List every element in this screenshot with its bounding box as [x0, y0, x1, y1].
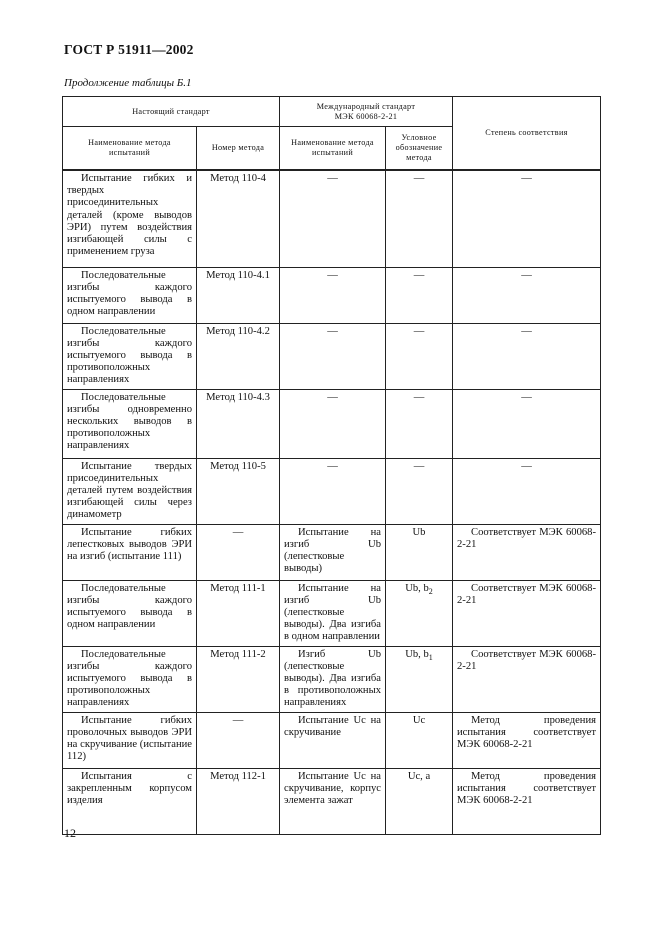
degree-of-conformity-cell: Соответствует МЭК 60068-2-21	[453, 524, 601, 580]
intl-method-name-cell: —	[280, 170, 386, 267]
designation-cell	[386, 458, 453, 524]
header-national-standard: Настоящий стандарт	[63, 97, 280, 127]
comparison-table	[62, 96, 601, 835]
header-method-number: Номер метода	[197, 127, 280, 171]
method-name-cell: Последовательные изгибы каждого испытуемого вывода в одном направлении	[63, 267, 197, 323]
degree-of-conformity-cell: —	[453, 458, 601, 524]
table-row	[63, 646, 601, 712]
designation-cell	[386, 170, 453, 267]
header-method-name: Наименование метода испытаний	[63, 127, 197, 171]
designation-cell	[386, 323, 453, 389]
designation-cell	[386, 267, 453, 323]
page-number: 12	[64, 826, 76, 840]
designation-text: Ub, b	[405, 582, 429, 594]
designation-text: —	[413, 173, 425, 184]
table-continuation-caption: Продолжение таблицы Б.1	[64, 77, 192, 89]
method-number-cell: —	[197, 712, 280, 768]
table-row	[63, 389, 601, 458]
designation-cell	[386, 580, 453, 646]
method-name-cell: Последовательные изгибы каждого испытуемого вывода в одном направлении	[63, 580, 197, 646]
method-name-cell: Испытание гибких лепестковых выводов ЭРИ на изгиб (испытание 111)	[63, 524, 197, 580]
intl-method-name-cell: —	[280, 323, 386, 389]
method-number-cell: Метод 110-4	[197, 170, 280, 267]
intl-method-name-cell: —	[280, 389, 386, 458]
header-international-line1: Международный стандарт	[316, 101, 416, 111]
method-number-cell: Метод 112-1	[197, 768, 280, 834]
designation-text: Ub, b	[405, 648, 429, 660]
method-name-cell: Последовательные изгибы каждого испытуемого вывода в противоположных направлениях	[63, 646, 197, 712]
method-number-cell: —	[197, 524, 280, 580]
designation-subscript: 1	[428, 652, 433, 662]
designation-cell	[386, 646, 453, 712]
designation-text: Uc	[412, 714, 426, 726]
degree-of-conformity-cell: —	[453, 323, 601, 389]
method-number-cell: Метод 110-5	[197, 458, 280, 524]
designation-text: —	[413, 460, 425, 472]
header-intl-designation: Условное обозначение метода	[386, 127, 453, 171]
designation-text: —	[413, 269, 425, 281]
degree-of-conformity-cell: —	[453, 267, 601, 323]
table-body	[63, 170, 601, 834]
header-intl-method-name: Наименование метода испытаний	[280, 127, 386, 171]
degree-of-conformity-cell: Соответствует МЭК 60068-2-21	[453, 646, 601, 712]
designation-text: Uc, a	[407, 770, 431, 782]
table-row	[63, 524, 601, 580]
method-number-cell: Метод 111-2	[197, 646, 280, 712]
intl-method-name-cell: —	[280, 267, 386, 323]
designation-text: —	[413, 391, 425, 403]
document-title: ГОСТ Р 51911—2002	[64, 42, 194, 57]
method-name-cell: Испытания с закрепленным корпусом изделия	[63, 768, 197, 834]
designation-cell	[386, 389, 453, 458]
designation-text: —	[413, 325, 425, 337]
method-name-cell: Последовательные изгибы каждого испытуемого вывода в противоположных направлениях	[63, 323, 197, 389]
degree-of-conformity-cell: Метод проведения испытания соответствует МЭК 60068-2-21	[453, 768, 601, 834]
method-number-cell: Метод 110-4.3	[197, 389, 280, 458]
degree-of-conformity-cell: Соответствует МЭК 60068-2-21	[453, 580, 601, 646]
header-international-standard	[280, 97, 453, 127]
table-row	[63, 712, 601, 768]
intl-method-name-cell: Испытание на изгиб Ub (лепестковые выводы). Два изгиба в одном направлении	[280, 580, 386, 646]
intl-method-name-cell: Изгиб Ub (лепестковые выводы). Два изгиба в противоположных направлениях	[280, 646, 386, 712]
intl-method-name-cell: Испытание Uc на скручивание, корпус элемента зажат	[280, 768, 386, 834]
designation-text: Ub	[412, 526, 426, 538]
intl-method-name-cell: Испытание на изгиб Ub (лепестковые выводы)	[280, 524, 386, 580]
table-row	[63, 768, 601, 834]
degree-of-conformity-cell: —	[453, 389, 601, 458]
method-name-cell: Испытание твердых присоединительных деталей путем воздействия изгибающей силы через динамометр	[63, 458, 197, 524]
table-row	[63, 323, 601, 389]
designation-cell	[386, 712, 453, 768]
method-number-cell: Метод 110-4.2	[197, 323, 280, 389]
designation-cell	[386, 524, 453, 580]
header-degree-of-conformity: Степень соответствия	[453, 97, 601, 171]
table-row	[63, 267, 601, 323]
method-number-cell: Метод 111-1	[197, 580, 280, 646]
table-row	[63, 170, 601, 267]
table-row	[63, 580, 601, 646]
header-international-line2: МЭК 60068-2-21	[334, 111, 398, 121]
intl-method-name-cell: —	[280, 458, 386, 524]
table-row	[63, 458, 601, 524]
degree-of-conformity-cell: —	[453, 170, 601, 267]
degree-of-conformity-cell: Метод проведения испытания соответствует МЭК 60068-2-21	[453, 712, 601, 768]
method-number-cell: Метод 110-4.1	[197, 267, 280, 323]
method-name-cell: Испытание гибких проволочных выводов ЭРИ на скручивание (испытание 112)	[63, 712, 197, 768]
intl-method-name-cell: Испытание Uc на скручивание	[280, 712, 386, 768]
method-name-cell: Испытание гибких и твердых присоединительных деталей (кроме выводов ЭРИ) путем воздействия изгибающей силы с применением груза	[63, 170, 197, 267]
designation-subscript: 2	[428, 586, 433, 596]
method-name-cell: Последовательные изгибы одновременно нескольких выводов в противоположных направлениях	[63, 389, 197, 458]
designation-cell	[386, 768, 453, 834]
